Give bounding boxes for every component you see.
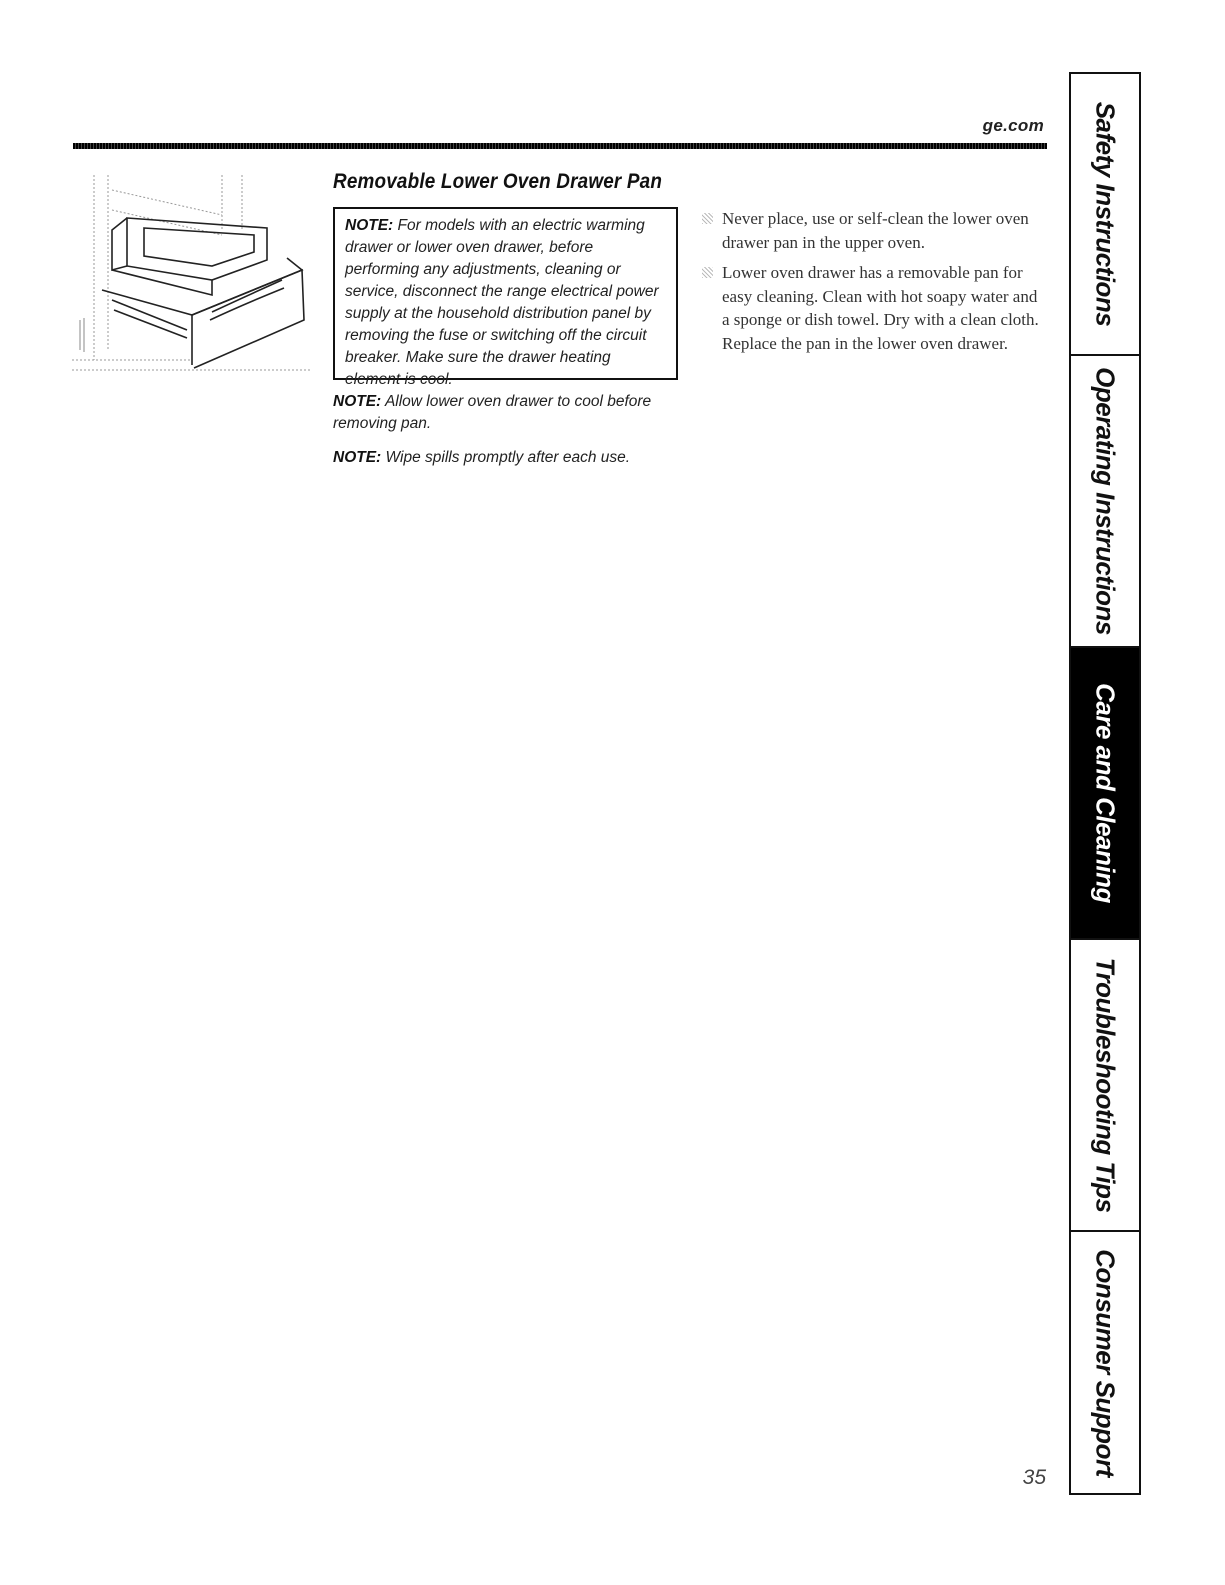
instruction-list: [702, 207, 1047, 362]
note-label: NOTE:: [333, 393, 382, 410]
list-item-text: Never place, use or self-clean the lower oven drawer pan in the upper oven.: [722, 209, 1029, 252]
header-rule: [73, 143, 1047, 149]
site-url: ge.com: [982, 116, 1044, 135]
note-cool-before-removing: [333, 391, 678, 435]
bullet-icon: [702, 267, 713, 278]
bullet-icon: [702, 213, 713, 224]
page-number: 35: [1022, 1466, 1046, 1489]
drawer-pan-illustration: [72, 170, 316, 375]
tab-care-and-cleaning[interactable]: [1071, 648, 1139, 940]
list-item-text: Lower oven drawer has a removable pan for easy cleaning. Clean with hot soapy water and a sponge or dish towel. Dry with a clean cloth. Replace the pan in the lower oven drawer.: [722, 263, 1039, 353]
tab-troubleshooting-tips[interactable]: [1071, 940, 1139, 1232]
tab-consumer-support[interactable]: [1071, 1232, 1139, 1493]
tab-label: Care and Cleaning: [1090, 683, 1121, 903]
warning-note: [345, 215, 666, 391]
section-tabs: [1069, 72, 1141, 1495]
tab-label: Consumer Support: [1090, 1248, 1121, 1477]
note-text: Wipe spills promptly after each use.: [385, 449, 631, 466]
tab-safety-instructions[interactable]: [1071, 74, 1139, 356]
list-item: [702, 207, 1047, 254]
tab-label: Safety Instructions: [1090, 101, 1121, 327]
list-item: [702, 261, 1047, 355]
section-title: Removable Lower Oven Drawer Pan: [333, 170, 663, 193]
tab-label: Operating Instructions: [1090, 367, 1121, 635]
warning-note-box: [333, 207, 678, 388]
note-label: NOTE:: [333, 449, 382, 466]
note-text: For models with an electric warming drawer or lower oven drawer, before performing any adjustments, cleaning or service, disconnect the range electrical power supply at the household distribution panel by removing the fuse or switching off the circuit breaker. Make sure the drawer heating element is cool.: [345, 217, 659, 388]
note-label: NOTE:: [345, 217, 394, 234]
tab-label: Troubleshooting Tips: [1090, 957, 1121, 1213]
note-wipe-spills: [333, 447, 678, 469]
tab-operating-instructions[interactable]: [1071, 356, 1139, 648]
note-text: Allow lower oven drawer to cool before removing pan.: [333, 393, 652, 432]
